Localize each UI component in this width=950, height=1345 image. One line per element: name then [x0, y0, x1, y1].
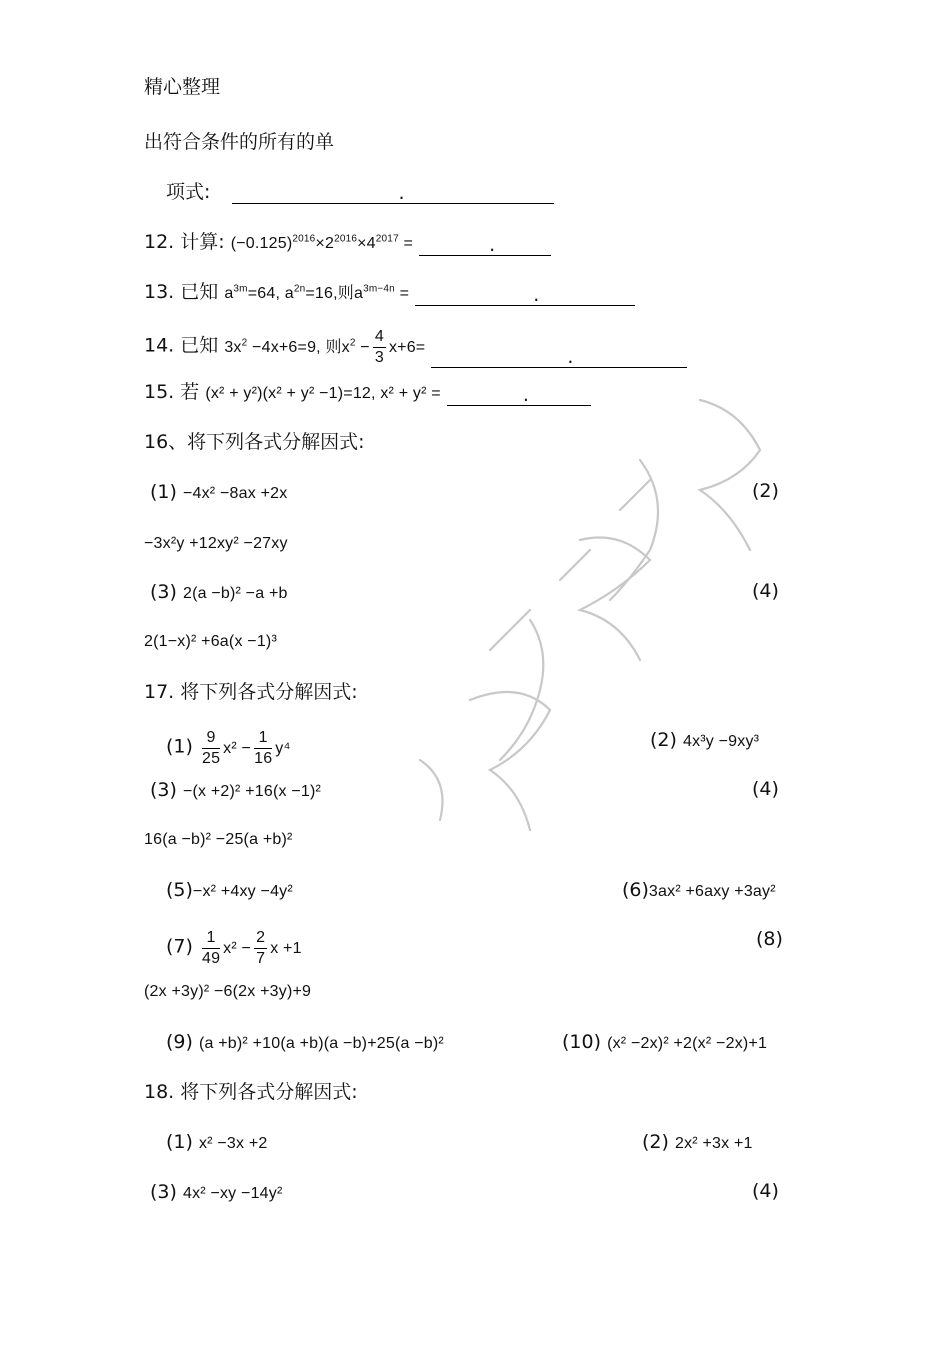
answer-blank-11[interactable]: [232, 182, 554, 204]
page-header: 精心整理: [144, 76, 221, 98]
q17-item-4-label: (4): [752, 778, 779, 800]
question-12: [144, 230, 551, 256]
answer-blank-15[interactable]: .: [447, 387, 591, 406]
q14-label: 14. 已知: [144, 334, 219, 357]
question-15: [144, 380, 591, 406]
q17-item-2: (2) 4x³y −9xy³: [650, 729, 760, 751]
q17-item-1: (1) $\frac{9}{25}$ x² − $\frac{1}{16}$ y⁴: [166, 729, 291, 767]
q16-item-3: (3) 2(a −b)² −a +b: [150, 581, 288, 603]
q17-item-5: (5)−x² +4xy −4y²: [166, 879, 293, 901]
q18-item-3: (3) 4x² −xy −14y²: [150, 1181, 283, 1203]
q12-label: 12. 计算:: [144, 231, 225, 253]
q16-item-4-expression: 2(1−x)² +6a(x −1)³: [144, 633, 277, 650]
q13-expression: $a^{3m}=64$, $a^{2n}=16$,则$a^{3m-4n}$ =: [224, 283, 410, 302]
q17-item-6: (6)3ax² +6axy +3ay²: [622, 879, 776, 901]
answer-blank-12[interactable]: .: [419, 237, 551, 256]
q16-item-2-expression: −3x²y +12xy² −27xy: [144, 535, 288, 552]
q16-item-4-label: (4): [752, 580, 779, 602]
q17-title: 17. 将下列各式分解因式:: [144, 681, 358, 703]
intro-line-2: [166, 180, 554, 204]
q12-expression: $(-0.125)^{2016}\times 2^{2016}\times 4^{2017}$ =: [230, 233, 414, 252]
q18-item-4-label: (4): [752, 1180, 779, 1202]
q15-label: 15. 若: [144, 381, 200, 403]
question-13: [144, 280, 635, 306]
blank-dot: .: [398, 182, 405, 204]
q17-item-9: (9) (a +b)² +10(a +b)(a −b)+25(a −b)²: [166, 1031, 444, 1053]
q17-item-3: (3) −(x +2)² +16(x −1)²: [150, 779, 322, 801]
q16-item-1: (1) −4x² −8ax +2x: [150, 481, 288, 503]
q14-expression: $3x^2 -4x+6=9$, 则$x^2$ − $\frac{4}{3}$ x+6=: [224, 328, 426, 366]
q17-item-8-expression: (2x +3y)² −6(2x +3y)+9: [144, 983, 312, 1000]
answer-blank-13[interactable]: .: [415, 287, 635, 306]
q17-item-4-expression: 16(a −b)² −25(a +b)²: [144, 831, 293, 848]
q16-title: 16、将下列各式分解因式:: [144, 431, 365, 453]
q17-item-7: (7) $\frac{1}{49}$ x² − $\frac{2}{7}$ x +1: [166, 929, 302, 967]
q17-item-8-label: (8): [756, 928, 783, 950]
answer-blank-14[interactable]: .: [431, 349, 687, 368]
q16-item-2-label: (2): [752, 480, 779, 502]
intro-line-1: 出符合条件的所有的单: [144, 131, 335, 153]
intro-label: 项式:: [166, 181, 211, 203]
q17-item-10: (10) (x² −2x)² +2(x² −2x)+1: [562, 1031, 768, 1053]
q13-label: 13. 已知: [144, 281, 219, 303]
q15-expression: (x² + y²)(x² + y² −1)=12, x² + y² =: [205, 385, 441, 402]
question-14: [144, 327, 687, 368]
q18-title: 18. 将下列各式分解因式:: [144, 1081, 358, 1103]
q18-item-1: (1) x² −3x +2: [166, 1131, 268, 1153]
q18-item-2: (2) 2x² +3x +1: [642, 1131, 753, 1153]
